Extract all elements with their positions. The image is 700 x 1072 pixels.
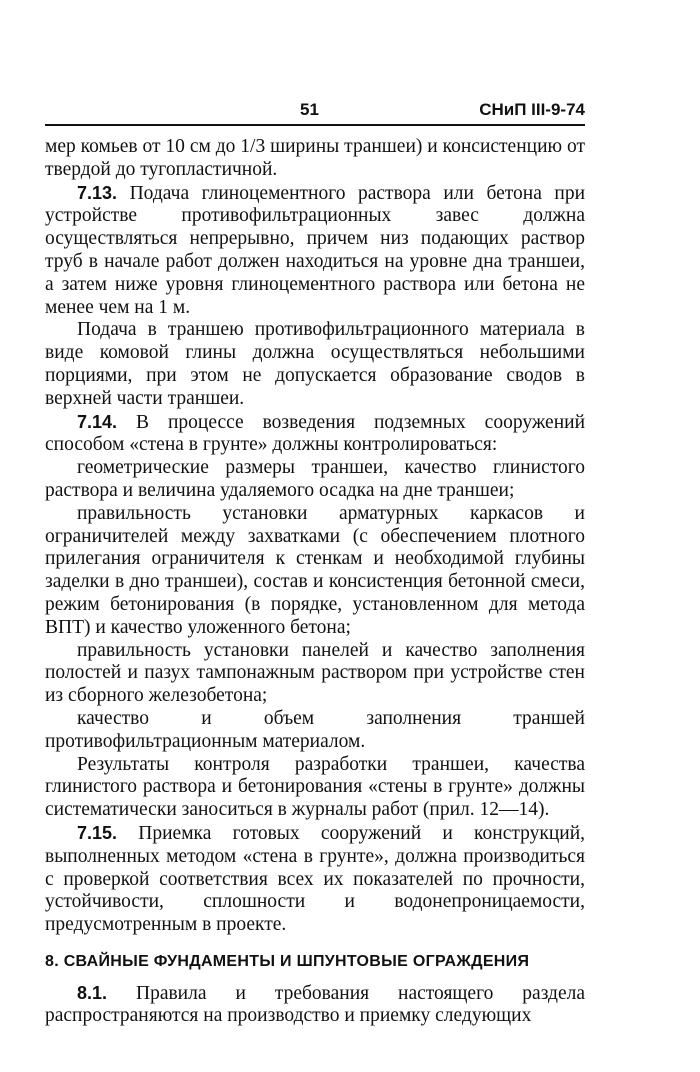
paragraph-continuation: мер комьев от 10 см до 1/3 ширины траншеи) и консистенцию от твердой до тугопластичной.: [45, 136, 585, 180]
list-item-geometry: геометрические размеры траншеи, качество глинистого раствора и величина удаляемого осадка на дне траншеи;: [45, 457, 585, 501]
paragraph-7-15: [45, 822, 585, 937]
paragraph-7-13: [45, 182, 585, 320]
clause-text: Подача глиноцементного раствора или бетона при устройстве противофильтрационных завес должна осуществляться непрерывно, причем низ подающих раствор труб в начале работ должен находиться на уровне дна траншеи, а затем ниже уровня глиноцементного раствора или бетона не менее чем на 1 м.: [45, 182, 586, 318]
clause-number: 7.14.: [77, 411, 118, 432]
section-heading: 8. СВАЙНЫЕ ФУНДАМЕНТЫ И ШПУНТОВЫЕ ОГРАЖДЕНИЯ: [45, 952, 530, 970]
clause-text: В процессе возведения подземных сооружений способом «стена в грунте» должны контролироваться:: [45, 411, 586, 456]
paragraph-7-14: [45, 411, 585, 458]
document-body: [45, 136, 585, 1028]
page-header: [45, 92, 585, 122]
list-item-filling: качество и объем заполнения траншей противофильтрационным материалом.: [45, 707, 585, 752]
list-item-reinforcement: правильность установки арматурных каркасов и ограничителей между захватками (с обеспечением плотного прилегания ограничителя к стенкам и необходимой глубины заделки в дно траншеи), состав и консистенция бетонной смеси, режим бетонирования (в порядке, установленном для метода ВПТ) и качество уложенного бетона;: [45, 502, 585, 638]
document-page: [45, 92, 585, 1028]
paragraph-clay-supply: Подача в траншею противофильтрационного материала в виде комовой глины должна осуществляться небольшими порциями, при этом не допускается образование сводов в верхней части траншеи.: [45, 319, 585, 409]
clause-number: 7.15.: [77, 822, 118, 843]
page-number: 51: [300, 100, 319, 119]
paragraph-control-results: Результаты контроля разработки траншеи, качества глинистого раствора и бетонирования «стены в грунте» должны систематически заноситься в журналы работ (прил. 12—14).: [45, 753, 585, 821]
clause-text: Приемка готовых сооружений и конструкций, выполненных методом «стена в грунте», должна производиться с проверкой соответствия всех их показателей по прочности, устойчивости, сплошности и водонепроницаемости, предусмотренным в проекте.: [45, 822, 586, 936]
clause-text: Правила и требования настоящего раздела распространяются на производство и приемку следующих: [45, 982, 586, 1027]
clause-number: 8.1.: [77, 982, 108, 1003]
list-item-panels: правильность установки панелей и качество заполнения полостей и пазух тампонажным раствором при устройстве стен из сборного железобетона;: [45, 639, 585, 707]
header-rule: [45, 124, 585, 126]
paragraph-8-1: [45, 982, 585, 1029]
document-code: СНиП III-9-74: [479, 100, 585, 119]
clause-number: 7.13.: [77, 182, 118, 203]
